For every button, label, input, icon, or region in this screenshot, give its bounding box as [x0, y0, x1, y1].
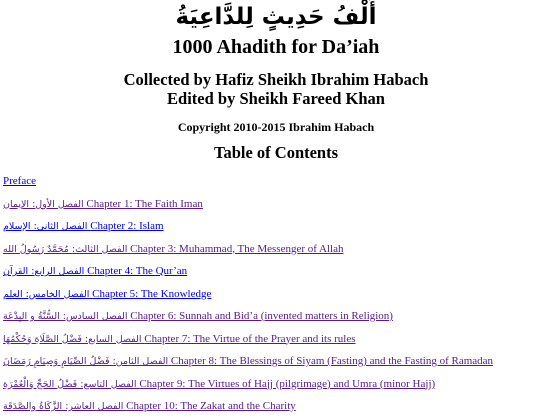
chapter-5-arabic: الفصل الخامس: العلم [3, 288, 90, 300]
chapter-4-link[interactable] [3, 265, 187, 277]
chapter-9-arabic: الفصل التاسع: فَضْلُ الحَجِّ وَالْعُمْرَةِ [3, 378, 137, 390]
chapter-6-arabic: الفصل السادس: السُّنَّةُ و البِدْعَة [3, 311, 128, 322]
chapter-8-link[interactable] [3, 355, 493, 367]
chapter-1-english: Chapter 1: The Faith Iman [86, 197, 203, 210]
chapter-7-link[interactable] [3, 333, 356, 345]
chapter-5-english: Chapter 5: The Knowledge [92, 287, 212, 300]
chapter-3-arabic: الفصل الثالث: مُحَمَّدٌ رَسُولُ الله [3, 243, 128, 255]
toc-item-chapter-8 [3, 350, 551, 373]
chapter-4-english: Chapter 4: The Qur’an [87, 265, 188, 277]
chapter-2-link[interactable] [3, 220, 164, 232]
toc-item-chapter-9 [3, 373, 551, 396]
chapter-7-english: Chapter 7: The Virtue of the Prayer and its rules [144, 332, 356, 345]
chapter-3-link[interactable] [3, 243, 344, 255]
chapter-2-english: Chapter 2: Islam [90, 220, 164, 232]
toc-item-chapter-5 [3, 283, 551, 306]
toc-item-chapter-1 [3, 193, 551, 216]
copyright-line: Copyright 2010-2015 Ibrahim Habach [177, 120, 375, 134]
toc-item-chapter-2 [3, 215, 551, 238]
preface-link[interactable]: Preface [3, 175, 36, 187]
chapter-9-link[interactable] [3, 378, 435, 390]
table-of-contents-heading: Table of Contents [213, 143, 339, 162]
chapter-7-arabic: الفصل السابع: فَضْلُ الصَّلَاةِ وَحُكْمُهَا [3, 333, 142, 345]
toc-item-chapter-7 [3, 328, 551, 351]
toc-item-chapter-6 [3, 305, 551, 328]
chapter-2-arabic: الفصل الثاني: الإسلام [3, 221, 88, 232]
chapter-5-link[interactable] [3, 288, 211, 300]
edited-by-line: Edited by Sheikh Fareed Khan [167, 89, 385, 108]
chapter-6-link[interactable] [3, 310, 393, 322]
toc-item-chapter-10 [3, 395, 551, 418]
book-title: 1000 Ahadith for Da’iah [172, 36, 380, 58]
chapter-10-english: Chapter 10: The Zakat and the Charity [126, 400, 296, 412]
table-of-contents [3, 170, 551, 418]
chapter-1-link[interactable] [3, 198, 203, 210]
chapter-8-english: Chapter 8: The Blessings of Siyam (Fasting) and the Fasting of Ramadan [170, 355, 494, 367]
toc-item-chapter-4 [3, 260, 551, 283]
chapter-6-english: Chapter 6: Sunnah and Bid’a (invented matters in Religion) [130, 310, 393, 322]
chapter-1-arabic: الفصل الأول: الإيمان [3, 198, 84, 210]
toc-item-preface [3, 170, 551, 193]
collected-by-line: Collected by Hafiz Sheikh Ibrahim Habach [123, 70, 429, 89]
chapter-10-link[interactable] [3, 400, 296, 412]
chapter-10-arabic: الفصل العاشر: الزَّكَاةُ والصَّدَقَة [3, 401, 124, 412]
chapter-3-english: Chapter 3: Muhammad, The Messenger of Allah [130, 242, 344, 255]
chapter-8-arabic: الفصل الثامن: فَضْلُ الصِّيَامِ وَصِيَامِ رَمَضَانَ [3, 356, 169, 367]
toc-item-chapter-3 [3, 238, 551, 261]
chapter-9-english: Chapter 9: The Virtues of Hajj (pilgrimage) and Umra (minor Hajj) [139, 377, 436, 390]
arabic-book-title: أَلْفُ حَدِيثٍ لِلدَّاعِيَةُ [175, 4, 377, 30]
chapter-4-arabic: الفصل الرابع: القرآن [3, 266, 85, 277]
